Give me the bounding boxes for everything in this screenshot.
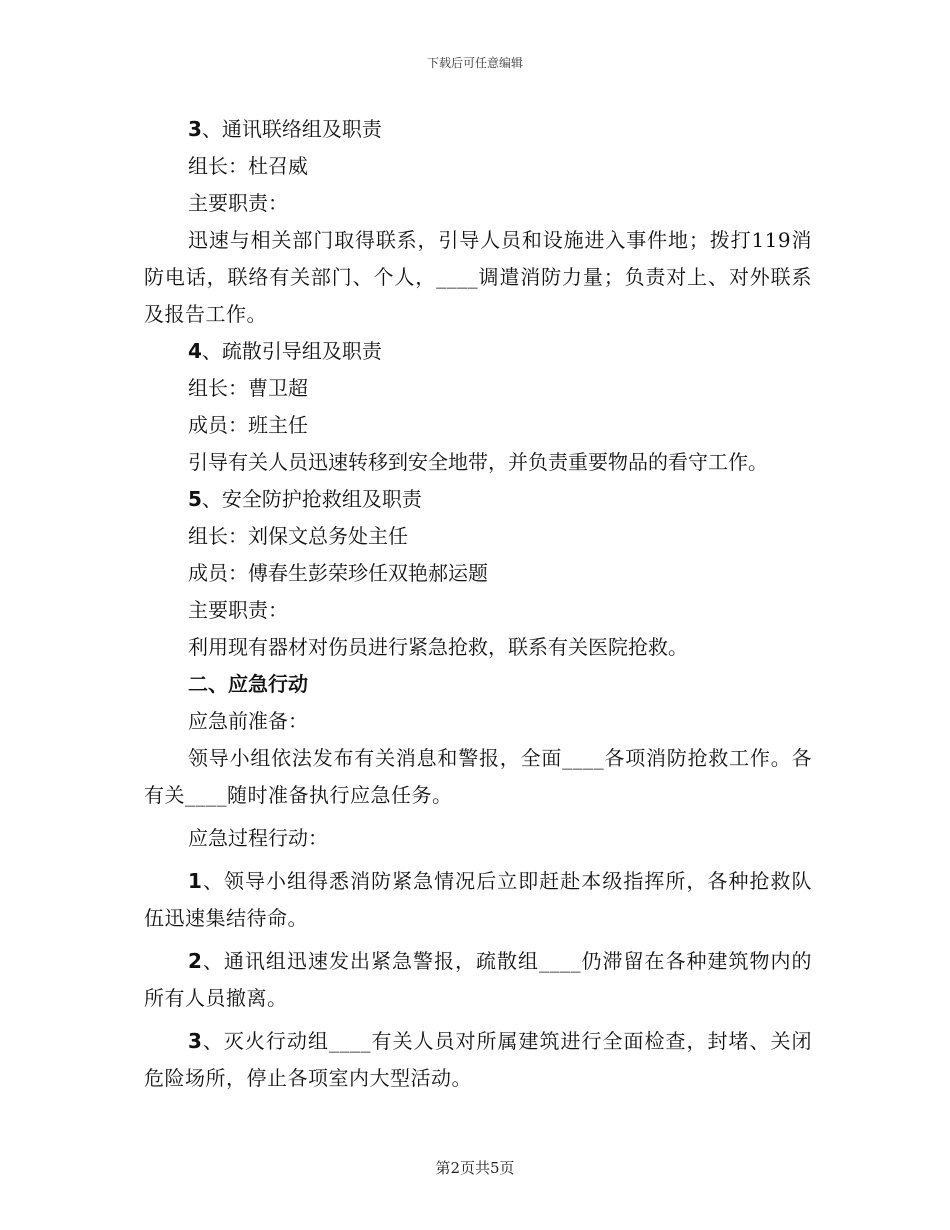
section-4-title — [144, 333, 812, 370]
section-3-leader: 组长：杜召威 — [188, 154, 308, 178]
prep-label: 应急前准备： — [188, 709, 308, 733]
step-3 — [144, 1023, 812, 1097]
page-header-note: 下载后可任意编辑 — [426, 56, 523, 70]
section-3-number: 3 — [188, 117, 202, 141]
section-3-duty-text: 迅速与相关部门取得联系，引导人员和设施进入事件地；拨打119消防电话，联络有关部门、个人，____调遣消防力量；负责对上、对外联系及报告工作。 — [144, 228, 812, 326]
section-5-duty-text: 利用现有器材对伤员进行紧急抢救，联系有关医院抢救。 — [188, 635, 688, 659]
section-5-title — [144, 481, 812, 518]
process-label: 应急过程行动： — [188, 826, 328, 850]
part-2-heading: 二、应急行动 — [188, 672, 308, 696]
prep-text: 领导小组依法发布有关消息和警报，全面____各项消防抢救工作。各有关____随时准备执行应急任务。 — [144, 746, 812, 807]
section-5-members: 成员：傅春生彭荣珍任双艳郝运题 — [188, 561, 488, 585]
document-body — [144, 111, 812, 1097]
section-3-title — [144, 111, 812, 148]
section-3-duty-label: 主要职责： — [188, 191, 288, 215]
section-4-duty-text: 引导有关人员迅速转移到安全地带，并负责重要物品的看守工作。 — [188, 450, 768, 474]
section-4-title-text: 、疏散引导组及职责 — [201, 339, 382, 363]
section-4-members: 成员：班主任 — [188, 413, 308, 437]
section-5-title-text: 、安全防护抢救组及职责 — [201, 487, 422, 511]
step-1-text: 、领导小组得悉消防紧急情况后立即赶赴本级指挥所，各种抢救队伍迅速集结待命。 — [144, 869, 812, 930]
section-3-title-text: 、通讯联络组及职责 — [201, 117, 382, 141]
page-footer-number: 第2页共5页 — [435, 1159, 515, 1177]
step-2-text: 、通讯组迅速发出紧急警报，疏散组____仍滞留在各种建筑物内的所有人员撤离。 — [144, 949, 812, 1010]
section-5-duty-label: 主要职责： — [188, 598, 288, 622]
section-5-number: 5 — [188, 487, 202, 511]
step-3-text: 、灭火行动组____有关人员对所属建筑进行全面检查，封堵、关闭危险场所，停止各项室内大型活动。 — [144, 1029, 812, 1090]
section-4-leader: 组长：曹卫超 — [188, 376, 308, 400]
step-2 — [144, 943, 812, 1017]
section-5-leader: 组长：刘保文总务处主任 — [188, 524, 408, 548]
step-1 — [144, 863, 812, 937]
step-2-number: 2 — [188, 949, 203, 973]
step-3-number: 3 — [188, 1029, 203, 1053]
step-1-number: 1 — [188, 869, 203, 893]
section-4-number: 4 — [188, 339, 202, 363]
